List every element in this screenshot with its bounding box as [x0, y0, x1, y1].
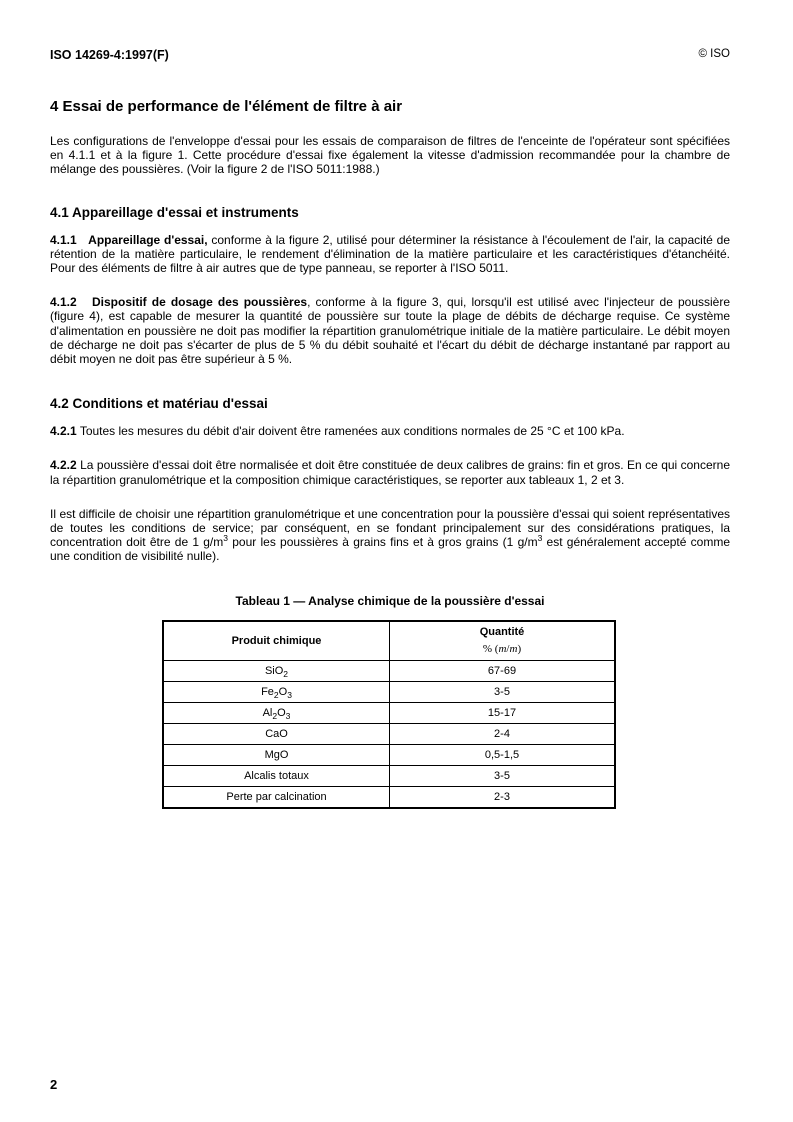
clause-number: 4.2.2 [50, 458, 77, 473]
unit-part: / [506, 642, 510, 655]
table-body [163, 660, 615, 808]
quantity-label: Quantité [479, 625, 525, 638]
unit-part: ) [517, 642, 522, 655]
superscript: 3 [223, 533, 228, 544]
section-4-1-heading: 4.1 Appareillage d'essai et instruments [50, 204, 299, 220]
clause-text: La poussière d'essai doit être normalisée et doit être constituée de deux calibres de grains: fin et gros. En ce qui concerne la répartition granulométrique et la composition chimique caractéristiques, se reporter aux tableaux 1, 2 et 3. [50, 458, 730, 487]
formula-part: SiO [264, 664, 284, 677]
copyright-label: © ISO [698, 48, 730, 60]
table-row [163, 702, 615, 723]
formula-part: 2 [283, 668, 289, 679]
cell-product [163, 681, 390, 702]
formula-part: 2 [273, 689, 279, 700]
clause-number: 4.1.1 [50, 232, 77, 247]
table-row [163, 660, 615, 681]
table-row [163, 744, 615, 765]
clause-number: 4.2.1 [50, 424, 77, 439]
text-part: est généralement accepté comme une condition de visibilité nulle). [50, 535, 730, 564]
paragraph-4-1-2 [50, 295, 730, 366]
cell-quantity: 15-17 [390, 702, 616, 723]
table-1-title: Tableau 1 — Analyse chimique de la poussière d'essai [235, 593, 545, 608]
formula-part: O [277, 706, 286, 719]
paragraph-4-1-1 [50, 233, 730, 276]
paragraph-4-2-1 [50, 424, 730, 438]
document-reference: ISO 14269-4:1997(F) [50, 48, 169, 62]
cell-product [163, 702, 390, 723]
table-header-row [163, 621, 615, 661]
formula-part: 3 [287, 689, 292, 700]
cell-product [163, 723, 390, 744]
page-number: 2 [50, 1077, 58, 1092]
unit-part: m [509, 642, 518, 655]
unit-part: % ( [482, 642, 499, 655]
cell-product [163, 660, 390, 681]
unit-part: m [498, 642, 507, 655]
cell-quantity: 3-5 [390, 681, 616, 702]
clause-number: 4.1.2 [50, 295, 77, 310]
column-header-product: Produit chimique [163, 621, 390, 661]
formula-part: MgO [264, 748, 289, 761]
table-row [163, 765, 615, 786]
section-4-intro: Les configurations de l'enveloppe d'essai pour les essais de comparaison de filtres de l'enceinte de l'opérateur sont spécifiées en 4.1.1 et à la figure 1. Cette procédure d'essai fixe également la vitesse d'admission recommandée pour la chambre de mélange des poussières. (Voir la figure 2 de l'ISO 5011:1988.) [50, 134, 730, 177]
formula-part: Fe [261, 685, 274, 698]
formula-part: O [278, 685, 288, 698]
cell-quantity: 0,5-1,5 [390, 744, 616, 765]
section-4-2-heading: 4.2 Conditions et matériau d'essai [50, 396, 268, 412]
clause-text: , conforme à la figure 3, qui, lorsqu'il est utilisé avec l'injecteur de poussière (figure 4), est capable de mesurer la quantité de poussière sur toute la plage de débits de décharge requise. Ce système d'alimentation en poussière ne doit pas modifier la répartition granulométrique initiale de la matière particulaire. Le débit moyen de décharge ne doit pas s'écarter de plus de 5 % du débit souhaité et l'écart du débit de décharge instantané par rapport au débit moyen ne doit pas être supérieur à 5 %. [50, 295, 731, 367]
formula-part: CaO [265, 727, 288, 740]
paragraph-concentration [50, 507, 730, 564]
cell-product [163, 786, 390, 808]
table-row [163, 723, 615, 744]
clause-text: conforme à la figure 2, utilisé pour déterminer la résistance à l'écoulement de l'air, la capacité de rétention de la matière particulaire, le rendement d'élimination de la matière particulaire et les caractéristiques d'étanchéité. Pour des éléments de filtre à air autres que de type panneau, se reporter à l'ISO 5011. [50, 232, 730, 276]
formula-part: Alcalis totaux [244, 769, 309, 782]
formula-part: 2 [272, 710, 278, 721]
cell-product [163, 765, 390, 786]
cell-quantity: 3-5 [390, 765, 616, 786]
table-row [163, 681, 615, 702]
chemical-analysis-table [162, 620, 616, 809]
clause-term: Dispositif de dosage des poussières [91, 295, 308, 310]
superscript: 3 [537, 533, 543, 544]
paragraph-4-2-2 [50, 458, 730, 486]
formula-part: Al [262, 706, 273, 719]
cell-quantity: 2-4 [390, 723, 616, 744]
formula-part: Perte par calcination [226, 790, 327, 803]
text-part: pour les poussières à grains fins et à gros grains (1 g/m [228, 535, 538, 550]
table-row [163, 786, 615, 808]
formula-part: 3 [285, 710, 291, 721]
column-header-quantity [390, 621, 616, 661]
cell-quantity: 2-3 [390, 786, 616, 808]
text-part: Il est difficile de choisir une répartition granulométrique et une concentration pour la poussière d'essai qui soient représentatives de toutes les conditions de service; par conséquent, en se fondant principalement sur des considérations pratiques, la concentration doit être de 1 g/m [50, 506, 730, 550]
quantity-unit [390, 641, 614, 658]
cell-quantity: 67-69 [390, 660, 616, 681]
section-4-heading: 4 Essai de performance de l'élément de filtre à air [50, 98, 403, 115]
clause-text: Toutes les mesures du débit d'air doivent être ramenées aux conditions normales de 25 °C et 100 kPa. [76, 424, 625, 439]
clause-term: Appareillage d'essai, [88, 232, 208, 247]
cell-product [163, 744, 390, 765]
page-content [50, 98, 730, 809]
